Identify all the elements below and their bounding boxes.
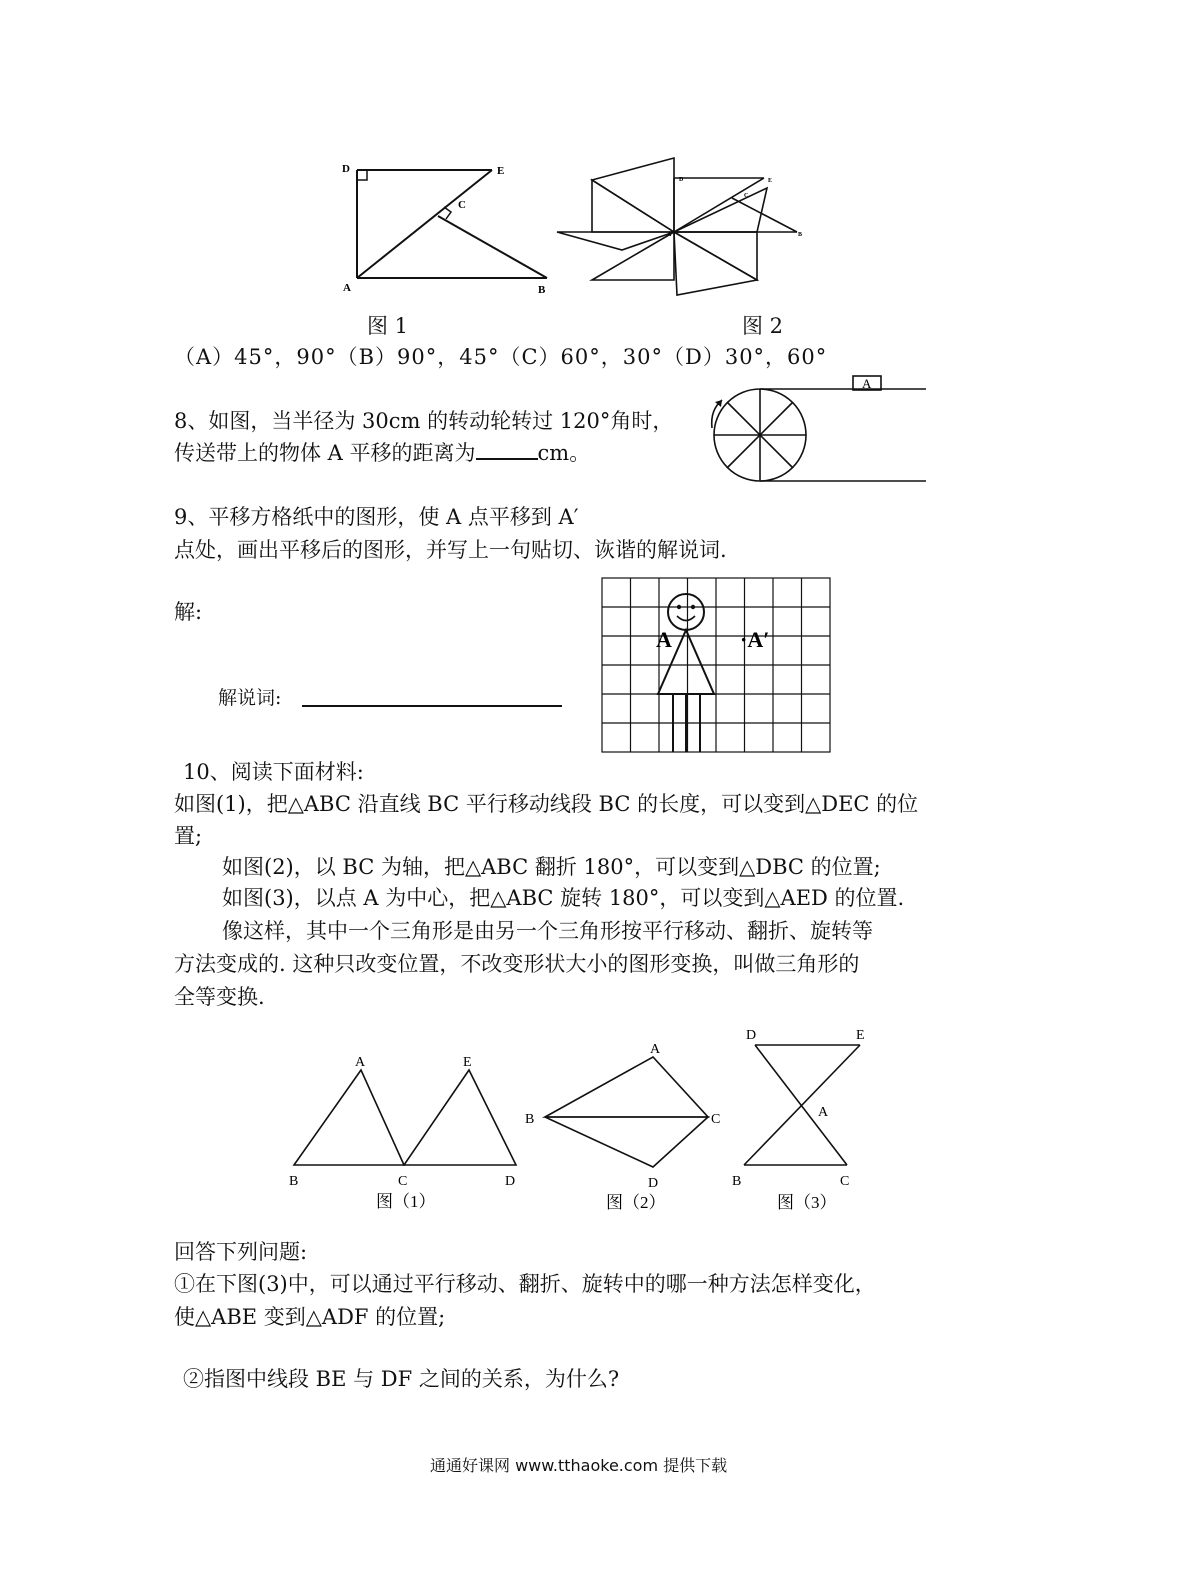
fig10-1-label-C: C xyxy=(398,1174,408,1189)
fig1-label-D: D xyxy=(342,163,350,175)
fig10-1-caption: 图（1） xyxy=(376,1192,436,1211)
q9-point-A: A xyxy=(656,627,672,652)
fig2-label-D: D xyxy=(679,177,684,183)
fig10-3-label-E: E xyxy=(856,1028,865,1043)
q10-p4-line-1: 像这样，其中一个三角形是由另一个三角形按平行移动、翻折、旋转等 xyxy=(222,919,873,943)
q10-figure-2 xyxy=(520,1030,730,1220)
fig1-label-B: B xyxy=(538,284,546,296)
q7-figure-1-caption: 图 1 xyxy=(367,314,409,338)
fig10-1-label-D: D xyxy=(505,1174,516,1189)
fig2-label-B: B xyxy=(798,232,803,238)
q8-line-2-prefix: 传送带上的物体 A 平移的距离为 xyxy=(174,441,476,465)
q10-p2: 如图(2)，以 BC 为轴，把△ABC 翻折 180°，可以变到△DBC 的位置; xyxy=(222,855,881,879)
page-footer: 通通好课网 www.tthaoke.com 提供下载 xyxy=(430,1456,728,1475)
fig10-2-caption: 图（2） xyxy=(606,1193,666,1212)
fig10-3-label-D: D xyxy=(746,1028,757,1043)
fig10-2-label-B: B xyxy=(525,1112,535,1127)
q9-line-1: 9、平移方格纸中的图形，使 A 点平移到 A′ xyxy=(174,505,579,529)
q10-question-1-line-1: ①在下图(3)中，可以通过平行移动、翻折、旋转中的哪一种方法怎样变化， xyxy=(174,1272,876,1296)
fig10-1-label-A: A xyxy=(355,1055,366,1070)
fig10-3-label-A: A xyxy=(818,1105,829,1120)
fig10-2-label-A: A xyxy=(650,1042,661,1057)
q10-figure-1 xyxy=(280,1040,525,1220)
fig1-label-A: A xyxy=(343,282,351,294)
q10-question-1-line-2: 使△ABE 变到△ADF 的位置; xyxy=(174,1305,446,1329)
q8-line-1: 8、如图，当半径为 30cm 的转动轮转过 120°角时， xyxy=(174,409,674,433)
fig10-3-caption: 图（3） xyxy=(777,1193,837,1212)
fig10-1-label-E: E xyxy=(463,1055,472,1070)
q10-title: 10、阅读下面材料: xyxy=(183,760,364,784)
q8-conveyor-figure xyxy=(700,368,932,490)
fig1-label-C: C xyxy=(458,199,466,211)
q10-p1-line-2: 置; xyxy=(174,824,203,848)
q10-question-2: ②指图中线段 BE 与 DF 之间的关系，为什么? xyxy=(183,1367,620,1391)
fig2-label-E: E xyxy=(768,178,773,184)
q10-p4-line-2: 方法变成的. 这种只改变位置，不改变形状大小的图形变换，叫做三角形的 xyxy=(174,952,860,976)
q8-line-2-suffix: cm。 xyxy=(537,441,591,465)
fig10-3-label-C: C xyxy=(840,1174,850,1189)
q9-line-2: 点处，画出平移后的图形，并写上一句贴切、诙谐的解说词. xyxy=(174,538,727,562)
q10-p1-line-1: 如图(1)，把△ABC 沿直线 BC 平行移动线段 BC 的长度，可以变到△DEC 的位 xyxy=(174,792,919,816)
fig10-2-label-D: D xyxy=(648,1176,659,1191)
q10-p4-line-3: 全等变换. xyxy=(174,985,265,1009)
fig10-1-label-B: B xyxy=(289,1174,299,1189)
fig2-label-C: C xyxy=(744,193,749,199)
q8-line-2 xyxy=(174,439,590,467)
fig2-label-A: A xyxy=(667,232,672,238)
q10-answer-title: 回答下列问题: xyxy=(174,1240,308,1264)
q8-answer-blank xyxy=(476,458,538,460)
fig1-label-E: E xyxy=(497,165,505,177)
q7-options: （A）45°，90°（B）90°，45°（C）60°，30°（D）30°，60° xyxy=(174,345,828,369)
q7-figure-2-caption: 图 2 xyxy=(742,314,784,338)
q9-point-A-prime: ·A′ xyxy=(740,627,770,652)
q7-figure-2 xyxy=(552,150,812,300)
fig10-2-label-C: C xyxy=(711,1112,721,1127)
fig10-3-label-B: B xyxy=(732,1174,742,1189)
q10-figure-3 xyxy=(730,1015,880,1215)
q9-caption-label: 解说词: xyxy=(218,687,282,709)
q10-p3: 如图(3)，以点 A 为中心，把△ABC 旋转 180°，可以变到△AED 的位置. xyxy=(222,886,905,910)
q9-grid-figure xyxy=(598,574,838,756)
q8-box-label: A xyxy=(862,376,872,391)
q9-caption-answer-line[interactable] xyxy=(302,705,562,707)
q9-solution-label: 解: xyxy=(174,600,203,624)
q7-figure-1 xyxy=(330,150,570,310)
